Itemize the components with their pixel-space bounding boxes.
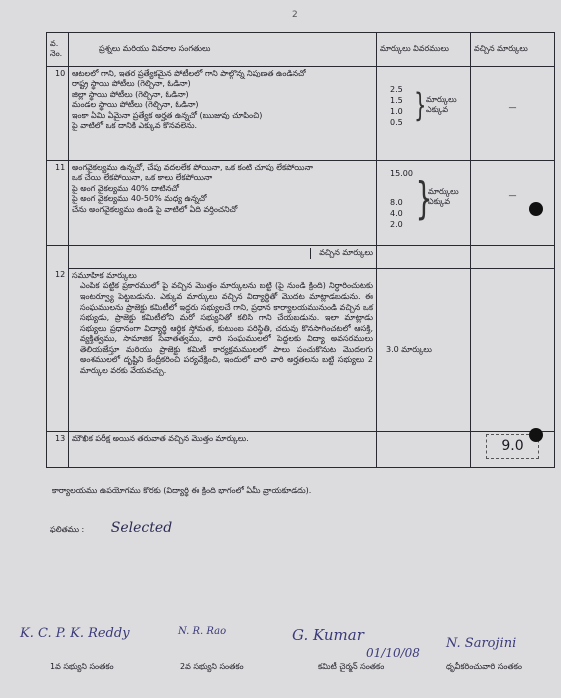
mark-value: 4.0 [390,208,403,218]
header-sl: వ. నెం. [47,33,69,67]
subtotal-row [47,246,555,269]
member1-signature: K. C. P. K. Reddy [20,626,130,641]
mark-value: 2.5 [390,84,403,94]
awarded-value: — [508,190,517,200]
header-criteria: ప్రశ్నలు మరియు వివరాల సంగతులు [69,33,377,67]
header-marks-awarded: వచ్చిన మార్కులు [471,33,555,67]
criteria-cell [69,160,377,245]
table-row [47,432,555,468]
table-row [47,268,555,431]
criteria-line: పై అంగ వైకల్యము 40-50% మధ్య ఉన్నచో [72,194,207,204]
row-number: 12 [47,268,69,431]
criteria-line: ఇంకా ఏమి ఏమైనా ప్రత్యేక అర్హత ఉన్నచో (ఋజువు చూపించి) [72,110,263,120]
result-label: ఫలితము : [50,525,85,534]
mark-value: 1.0 [390,106,403,116]
total-marks-value: 9.0 [486,434,538,458]
row-number: 13 [47,432,69,468]
table-row [47,160,555,245]
criteria-cell [69,268,377,431]
row-number: 11 [47,160,69,245]
member2-label: 2వ సభ్యుని సంతకం [180,662,244,671]
marks-awarded-cell [471,160,555,245]
criteria-paragraph: ఎంపిక పట్టిక ప్రకారములో పై వచ్చిన మొత్తం మార్కులను బట్టి (పై నుండి క్రింది) నిర్ధారించుటకు ఇంటర్వ్యూ పెట్టబడును. ఎక్కువ మార్కులు వచ్చిన విద్యార్థితో మొదట మాట్లాడబడును. ఈ సంఘములను ప్రాజెక్టు కమిటీలో ఇద్దరు సభ్యులచే గాని, ప్రధాన కార్యాలయమునుండి వచ్చిన ఒక సభ్యుడు, ప్రాజెక్టు కమిటీలోని మరో సభ్యునితో కలిసి గాని చేయబడును. ఇలా మాట్లాడు సభ్యులు ప్రధానంగా విద్యార్థి ఆర్థిక స్తోమత, కుటుంబ పరిస్థితి, చదువు కొనసాగించటలో ఆసక్తి, వ్యక్తిత్వము, సామాజిక సేవాతత్వము, వారి సంఘములలో పెద్దలకు విద్యా అవసరములు తెలియజేస్తూ మరియు ప్రాజెక్టు కమిటీ కార్యక్రమములలో పాలు పంచుకొనుట మొదలగు అంశములలో దృష్టిని కేంద్రీకరించి పర్యవేక్షించి, ఇందులో వారి వారి అర్హతలను బట్టి సభ్యులు 2 మార్కుల వరకు వేయవచ్చు. [80,281,373,375]
member2-signature: N. R. Rao [178,626,227,637]
criteria-cell [69,66,377,160]
criteria-line: చేను అంగవైకల్యము ఉండి పై వాటిలో ఏది వర్తించనిచో [72,204,238,214]
marks-details-cell [377,160,471,245]
criteria-cell: మౌఖిక పరీక్ష అయిన తరువాత వచ్చిన మొత్తం మార్కులు. [69,432,377,468]
marks-awarded-cell [471,66,555,160]
mark-value: 2.0 [390,219,403,229]
verifier-signature: N. Sarojini [446,636,517,651]
marks-details-cell [377,268,471,431]
criteria-line: ఆటలలో గాని, ఇతర ప్రత్యేకమైన పోటీలలో గాని పాల్గొన్న నిపుణత ఉండినచో [72,68,306,78]
criteria-title: సమూహిక మార్కులు [72,270,137,280]
curly-brace-icon: } [414,85,427,124]
result-value: Selected [110,520,173,536]
signature-date: 01/10/08 [366,646,420,660]
mark-value: 3.0 మార్కులు [386,344,432,354]
verifier-label: ధృవీకరించువారి సంతకం [446,662,522,671]
marks-awarded-cell [471,268,555,431]
header-marks-details: మార్కులు వివరములు [377,33,471,67]
table-header-row [47,33,555,67]
mark-value: 8.0 [390,197,403,207]
criteria-line: ఒక చేయి లేకపోయినా, ఒక కాలు లేకపోయినా [72,173,213,183]
marks-table [46,32,555,468]
criteria-line: మండల స్థాయి పోటీలు (గెల్చినా, ఓడినా) [72,100,199,110]
result-line [50,520,172,536]
brace-label: మార్కులు ఎక్కువ [426,94,457,114]
member1-label: 1వ సభ్యుని సంతకం [50,662,114,671]
page-number: 2 [292,10,298,20]
marks-values [390,169,413,231]
row-number: 10 [47,66,69,160]
brace-label: మార్కులు ఎక్కువ [428,186,459,207]
mark-value: 1.5 [390,95,403,105]
criteria-line: పై అంగ వైకల్యము 40% దాటినచో [72,183,179,193]
table-row [47,66,555,160]
mark-value: 0.5 [390,117,403,127]
chairman-label: కమిటీ చైర్మన్ సంతకం [318,662,385,671]
punch-hole-mark [529,428,543,442]
subtotal-label: వచ్చిన మార్కులు [69,246,377,269]
criteria-line: పై వాటిలో ఒక దానికి ఎక్కువ కొనవలెను. [72,121,198,131]
mark-value: 15.00 [390,168,413,178]
punch-hole-mark [529,202,543,216]
awarded-value: — [508,102,517,112]
marks-details-cell [377,432,471,468]
criteria-line: రాష్ట్ర స్థాయి పోటీలు (గెల్చినా, ఓడినా) [72,79,191,89]
marks-details-cell [377,66,471,160]
office-use-note: కార్యాలయము ఉపయోగము కొరకు (విద్యార్థి ఈ క్రింది భాగంలో ఏమీ వ్రాయకూడదు). [52,486,312,495]
criteria-line: అంగవైకల్యము ఉన్నచో, చేపు వదలలేక పోయినా, ఒక కంటి చూపు లేకపోయినా [72,162,313,172]
curly-brace-icon: } [415,172,433,224]
criteria-line: జిల్లా స్థాయి పోటీలు (గెల్చినా, ఓడినా) [72,89,189,99]
chairman-signature: G. Kumar [292,626,364,644]
marks-values [390,85,403,129]
